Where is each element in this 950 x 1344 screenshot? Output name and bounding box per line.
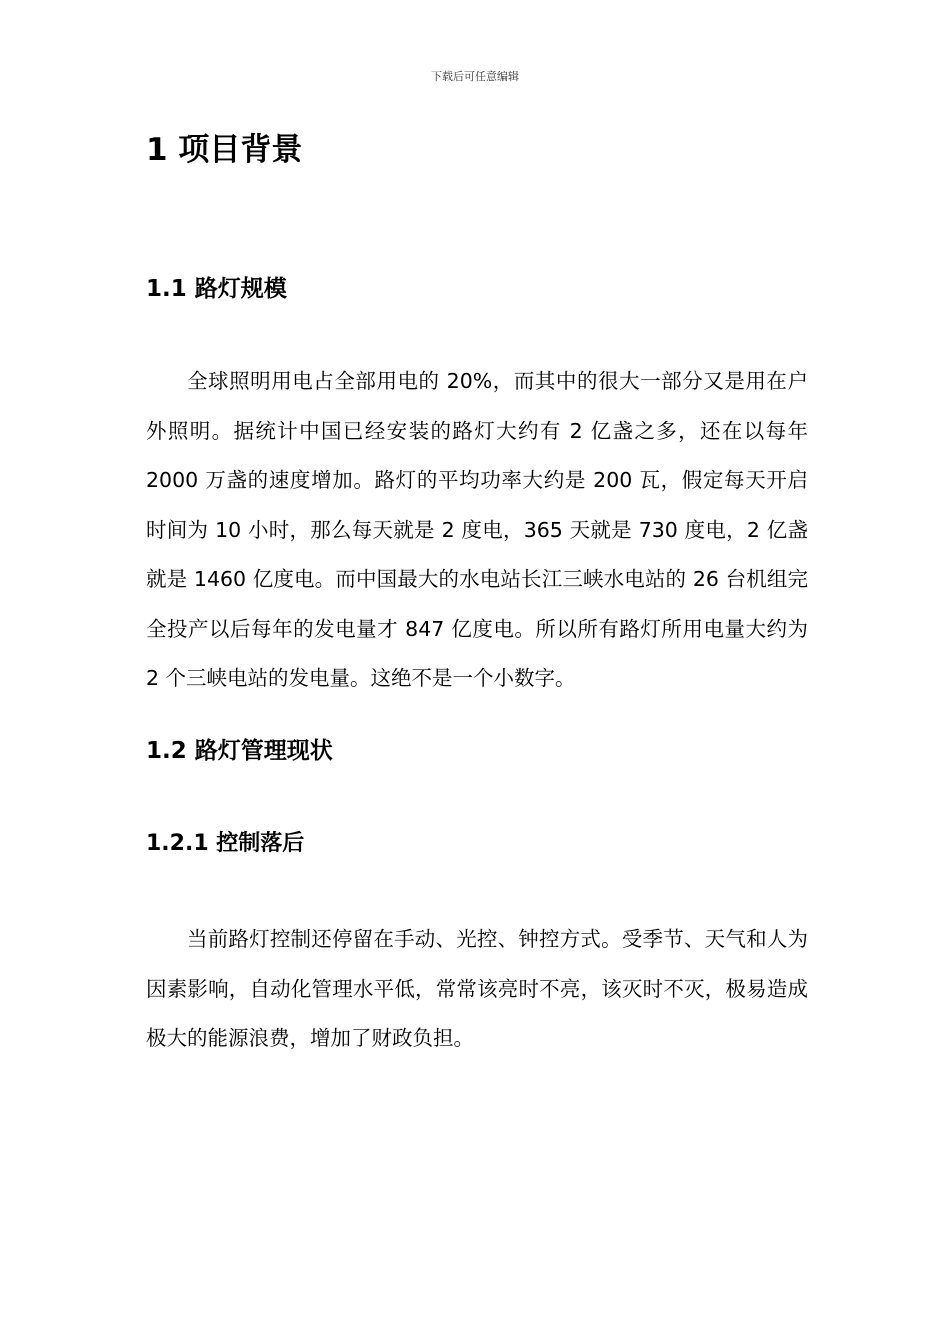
section-1-2-1-title: 1.2.1 控制落后 xyxy=(146,831,305,856)
header-note: 下载后可任意编辑 xyxy=(431,70,519,83)
section-1-1-title: 1.1 路灯规模 xyxy=(146,276,287,302)
section-1-2-title: 1.2 路灯管理现状 xyxy=(146,738,333,764)
section-1-2-1-body: 当前路灯控制还停留在手动、光控、钟控方式。受季节、天气和人为因素影响，自动化管理水平低，常常该亮时不亮，该灭时不灭，极易造成极大的能源浪费，增加了财政负担。 xyxy=(146,927,808,1050)
section-1-1-body: 全球照明用电占全部用电的 20%，而其中的很大一部分又是用在户外照明。据统计中国已经安装的路灯大约有 2 亿盏之多，还在以每年 2000 万盏的速度增加。路灯的平均功率大约是 200 瓦，假定每天开启时间为 10 小时，那么每天就是 2 度电，365 天就是 730 度电，2 亿盏就是 1460 亿度电。而中国最大的水电站长江三峡水电站的 26 台机组完全投产以后每年的发电量才 847 亿度电。所以所有路灯所用电量大约为 2 个三峡电站的发电量。这绝不是一个小数字。 xyxy=(146,369,808,690)
heading-1: 1 项目背景 xyxy=(146,132,303,168)
